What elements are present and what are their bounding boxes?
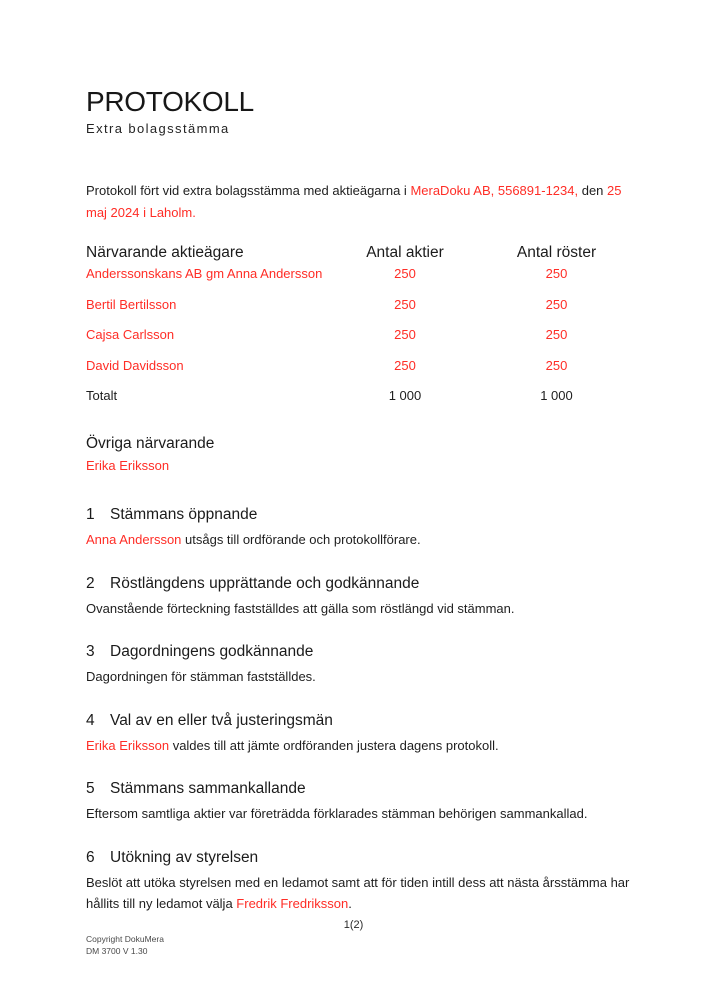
text-span: valdes till att jämte ordföranden justera dagens protokoll. bbox=[169, 737, 499, 753]
section-body bbox=[86, 872, 634, 914]
section-heading bbox=[86, 780, 634, 798]
share-count: 250 bbox=[394, 296, 416, 312]
total-votes: 1 000 bbox=[540, 388, 573, 403]
red-text-span: MeraDoku AB, 556891-1234, bbox=[410, 183, 579, 198]
section bbox=[86, 506, 634, 550]
footer-copyright: Copyright DokuMera bbox=[86, 934, 164, 944]
section-heading bbox=[86, 643, 634, 661]
section-number: 4 bbox=[86, 711, 95, 729]
share-count: 250 bbox=[394, 266, 416, 281]
text-span: . bbox=[348, 895, 352, 911]
section-number: 5 bbox=[86, 780, 95, 797]
total-shares: 1 000 bbox=[388, 388, 422, 403]
attendee-name: David Davidsson bbox=[86, 357, 184, 373]
section bbox=[86, 575, 634, 619]
section-number: 3 bbox=[86, 643, 95, 660]
table-row bbox=[86, 267, 646, 281]
section-heading bbox=[86, 506, 634, 524]
section-heading bbox=[86, 712, 634, 730]
text-span: Ovanstående förteckning fastställdes att gälla som röstlängd vid stämman. bbox=[86, 600, 515, 616]
share-count: 250 bbox=[394, 327, 416, 342]
section-number: 1 bbox=[86, 506, 95, 523]
section-heading bbox=[86, 575, 634, 593]
table-row bbox=[86, 298, 646, 312]
others-present-name: Erika Eriksson bbox=[86, 458, 170, 473]
text-span: Eftersom samtliga aktier var företrädda förklarades stämman behörigen sammankallad. bbox=[86, 806, 588, 821]
intro-paragraph bbox=[86, 180, 634, 223]
section-body bbox=[86, 666, 634, 687]
red-text-span: Anna Andersson bbox=[86, 532, 182, 547]
column-header-votes: Antal röster bbox=[516, 244, 597, 261]
red-text-span: 25 maj 2024 i Laholm. bbox=[86, 183, 622, 220]
attendees-table-header bbox=[86, 244, 646, 261]
section-title: Stämmans sammankallande bbox=[110, 780, 306, 797]
vote-count: 250 bbox=[545, 327, 568, 342]
share-count: 250 bbox=[394, 357, 416, 373]
table-row bbox=[86, 328, 646, 342]
section-title: Röstlängdens upprättande och godkännande bbox=[110, 574, 420, 592]
section-heading bbox=[86, 849, 634, 867]
sections-list bbox=[86, 506, 634, 938]
footer-version: DM 3700 V 1.30 bbox=[86, 945, 148, 956]
page-title: PROTOKOLL bbox=[86, 86, 254, 117]
section-body bbox=[86, 803, 634, 824]
section-title: Utökning av styrelsen bbox=[110, 848, 259, 866]
section-body bbox=[86, 529, 634, 550]
attendee-name: Bertil Bertilsson bbox=[86, 296, 177, 312]
attendee-name: Anderssonskans AB gm Anna Andersson bbox=[86, 266, 323, 281]
vote-count: 250 bbox=[545, 296, 568, 312]
section-number: 6 bbox=[86, 848, 95, 866]
red-text-span: Fredrik Fredriksson bbox=[236, 895, 349, 911]
vote-count: 250 bbox=[545, 266, 568, 281]
section-body bbox=[86, 735, 634, 756]
section-title: Val av en eller två justeringsmän bbox=[110, 711, 333, 729]
column-header-shares: Antal aktier bbox=[366, 244, 444, 261]
document-subtitle: Extra bolagsstämma bbox=[86, 121, 230, 136]
section-title: Stämmans öppnande bbox=[110, 506, 258, 523]
text-span: den bbox=[578, 183, 608, 198]
others-present-heading: Övriga närvarande bbox=[86, 435, 215, 452]
section bbox=[86, 849, 634, 914]
table-row bbox=[86, 359, 646, 373]
red-text-span: Erika Eriksson bbox=[86, 737, 170, 753]
total-label: Totalt bbox=[86, 388, 118, 403]
page-number: 1(2) bbox=[343, 919, 364, 931]
section-title: Dagordningens godkännande bbox=[110, 643, 314, 660]
attendees-rows bbox=[86, 267, 646, 373]
section-number: 2 bbox=[86, 574, 95, 592]
section bbox=[86, 780, 634, 824]
footer-block bbox=[86, 934, 164, 957]
text-span: Dagordningen för stämman fastställdes. bbox=[86, 669, 316, 684]
column-header-name: Närvarande aktieägare bbox=[86, 244, 244, 261]
text-span: Beslöt att utöka styrelsen med en ledamot samt att för tiden intill dess att nästa årsstämma har hållits till ny ledamot välja bbox=[86, 874, 630, 911]
section bbox=[86, 643, 634, 687]
text-span: Protokoll fört vid extra bolagsstämma med aktieägarna i bbox=[86, 183, 411, 198]
attendee-name: Cajsa Carlsson bbox=[86, 327, 175, 342]
section bbox=[86, 712, 634, 756]
section-body bbox=[86, 598, 634, 619]
attendees-table bbox=[86, 244, 646, 403]
total-row bbox=[86, 389, 646, 403]
others-present-block bbox=[86, 435, 214, 473]
vote-count: 250 bbox=[545, 357, 568, 373]
text-span: utsågs till ordförande och protokollförare. bbox=[181, 532, 421, 547]
